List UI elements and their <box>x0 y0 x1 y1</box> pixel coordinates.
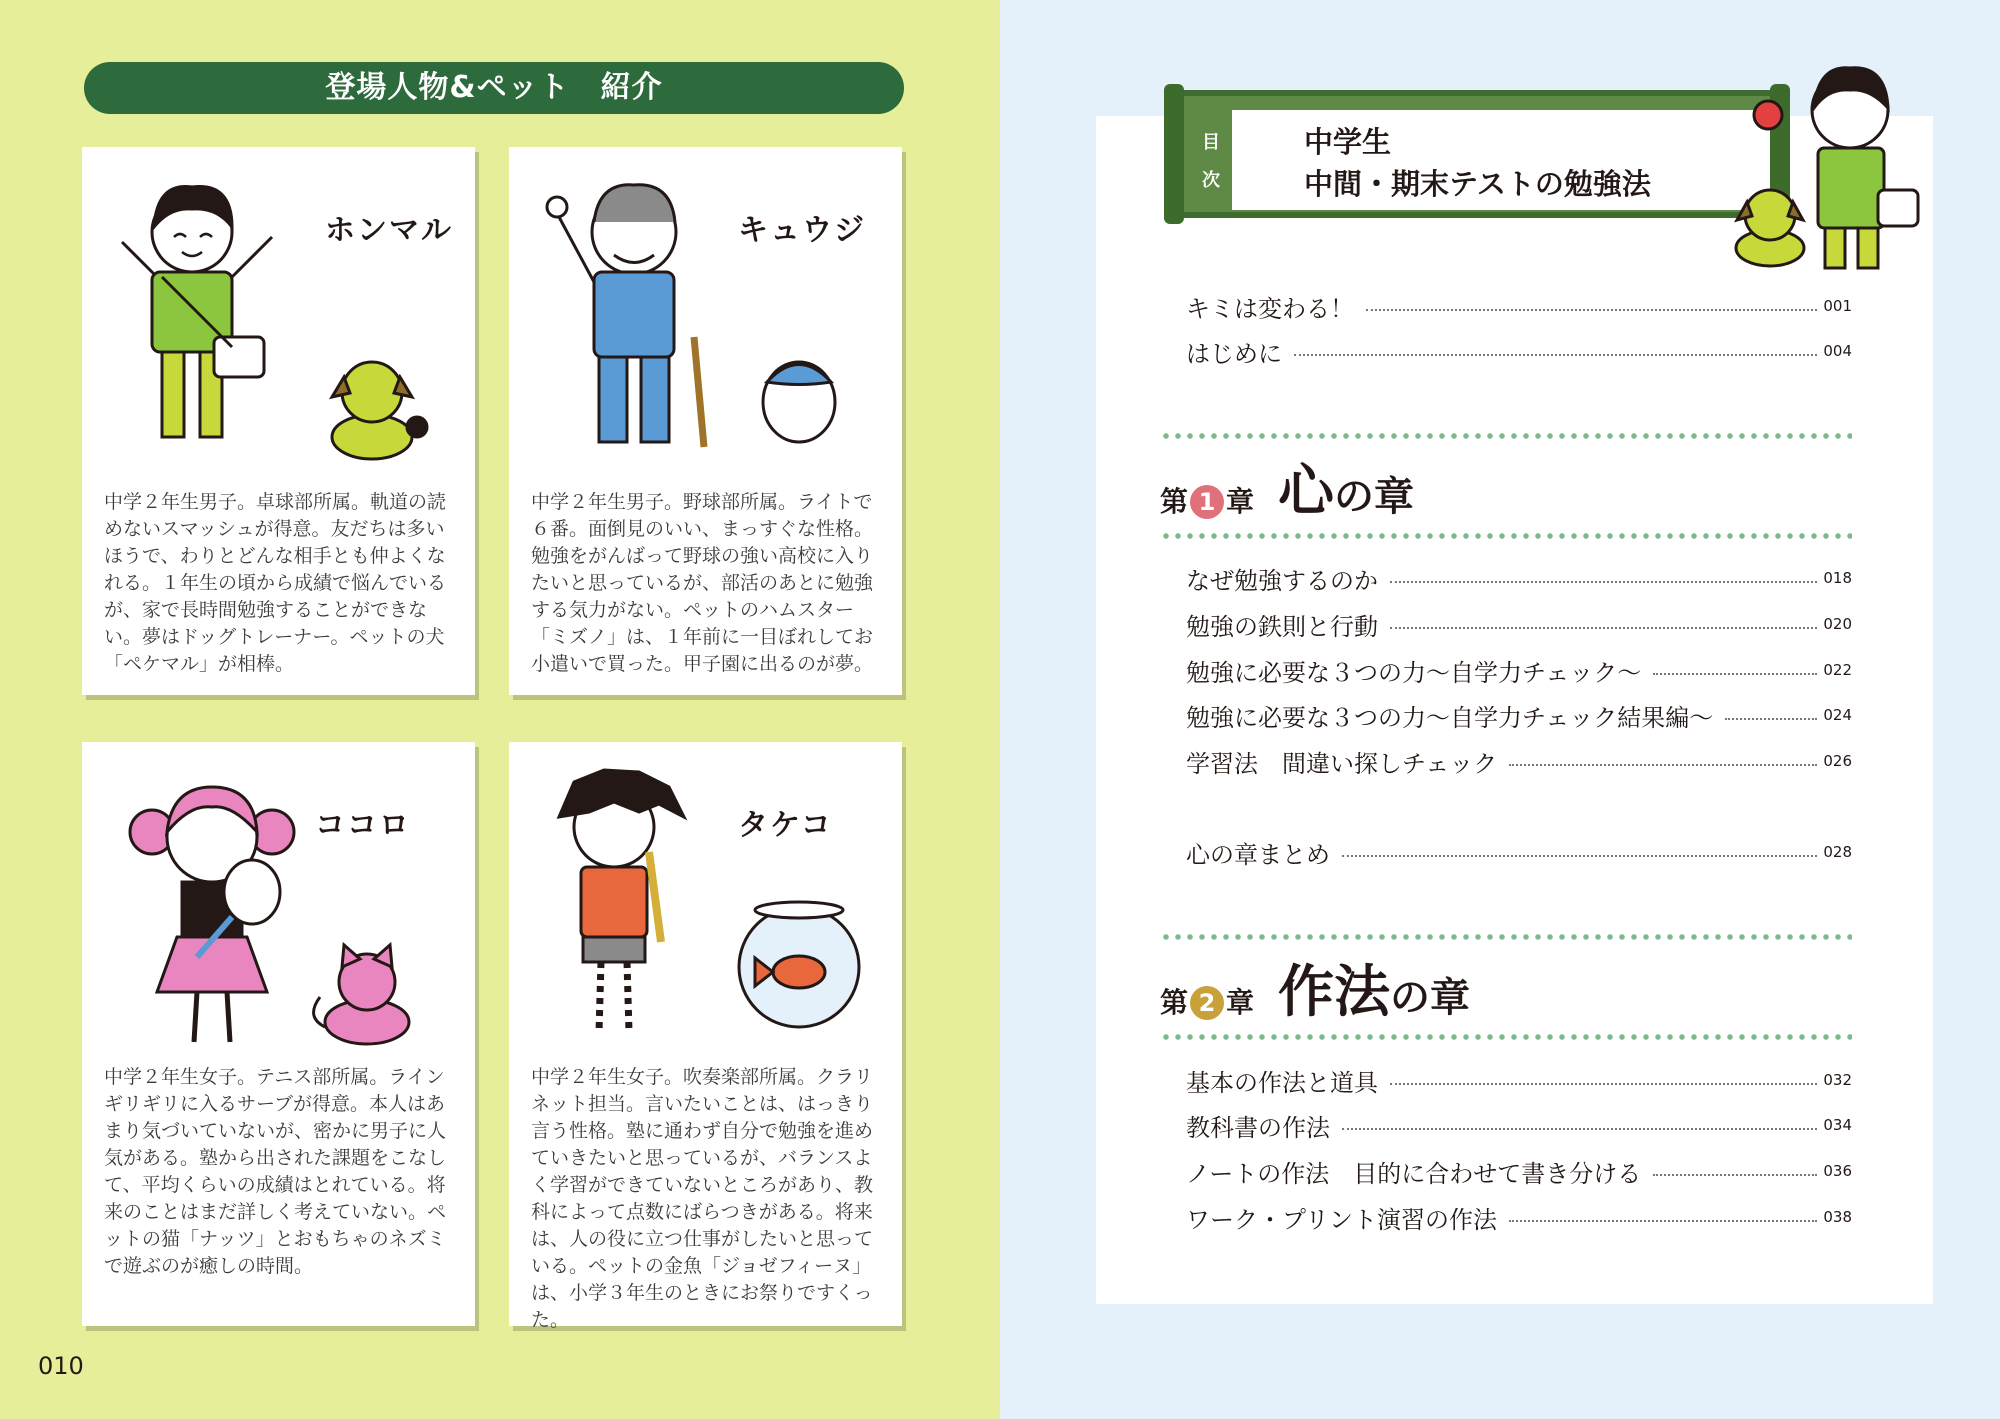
dotted-divider <box>1160 934 1852 940</box>
toc-entry-title: 学習法 間違い探しチェック <box>1186 749 1498 778</box>
toc-entry-page: 038 <box>1823 1208 1852 1226</box>
toc-entry[interactable] <box>1186 698 1852 732</box>
toc-leader-dots <box>1366 309 1817 311</box>
toc-entry[interactable] <box>1186 653 1852 687</box>
toc-entry-title: 基本の作法と道具 <box>1186 1068 1378 1097</box>
page-number: 010 <box>38 1352 84 1380</box>
chapter-dai: 第 <box>1160 986 1189 1019</box>
toc-entry[interactable] <box>1186 1200 1852 1234</box>
toc-entry-title: ワーク・プリント演習の作法 <box>1186 1205 1498 1234</box>
character-name: キュウジ <box>738 213 866 248</box>
honmaru-and-dog-illustration <box>1710 40 1930 270</box>
toc-label-char: 目 <box>1202 132 1220 153</box>
character-name: ホンマル <box>325 213 453 248</box>
baseball-boy-figure <box>547 185 704 447</box>
toc-title-line2: 中間・期末テストの勉強法 <box>1304 167 1651 201</box>
toc-leader-dots <box>1342 855 1817 857</box>
chapter-number-badge: 1 <box>1190 485 1224 519</box>
toc-leader-dots <box>1509 764 1817 766</box>
toc-leader-dots <box>1653 673 1817 675</box>
toc-entry[interactable] <box>1186 334 1852 368</box>
toc-leader-dots <box>1653 1174 1817 1176</box>
character-card-kyuji <box>509 147 902 695</box>
character-description: 中学２年生女子。吹奏楽部所属。クラリネット担当。言いたいことは、はっきり言う性格。塾に通わず自分で勉強を進めていきたいと思っているが、バランスよく学習ができていないところがあり、教科によって点数にばらつきがある。将来は、人の役に立つ仕事がしたいと思っている。ペットの金魚「ジョゼフィーヌ」は、小学３年生のときにお祭りですくった。 <box>531 1066 874 1331</box>
toc-entry-page: 018 <box>1823 569 1852 587</box>
toc-entry[interactable] <box>1186 1154 1852 1188</box>
chapter-title: 作法 <box>1278 959 1391 1025</box>
character-card-takeko <box>509 742 902 1331</box>
toc-title-line1: 中学生 <box>1304 125 1392 159</box>
character-description: 中学２年生男子。野球部所属。ライトで６番。面倒見のいい、まっすぐな性格。勉強をがんばって野球の強い高校に入りたいと思っているが、部活のあとに勉強する気力がない。ペットのハムスター「ミズノ」は、１年前に一目ぼれしてお小遣いで買った。甲子園に出るのが夢。 <box>531 491 874 675</box>
honmaru-illustration <box>82 147 475 467</box>
scroll-inner <box>1232 110 1780 210</box>
toc-leader-dots <box>1294 354 1817 356</box>
dotted-divider <box>1160 433 1852 439</box>
boy-figure <box>122 187 272 438</box>
chapter-sho: 章 <box>1226 986 1255 1019</box>
character-description: 中学２年生男子。卓球部所属。軌道の読めないスマッシュが得意。友だちは多いほうで、わりとどんな相手とも仲よくなれる。１年生の頃から成績で悩んでいるが、家で長時間勉強することができない。夢はドッグトレーナー。ペットの犬「ペケマル」が相棒。 <box>104 491 447 675</box>
girl-clarinet-figure <box>559 770 684 1032</box>
toc-entry-page: 034 <box>1823 1116 1852 1134</box>
section-banner: 登場人物&ペット 紹介 <box>84 62 904 114</box>
chapter-title-suffix: の章 <box>1390 974 1471 1021</box>
toc-entry-title: 勉強の鉄則と行動 <box>1186 612 1378 641</box>
toc-entry[interactable] <box>1186 835 1852 869</box>
toc-leader-dots <box>1390 581 1817 583</box>
chapter-title-suffix: の章 <box>1334 473 1415 520</box>
toc-entry[interactable] <box>1186 744 1852 778</box>
scroll-body <box>1174 90 1780 218</box>
toc-entry-title: キミは変わる！ <box>1186 294 1354 323</box>
toc-leader-dots <box>1390 627 1817 629</box>
toc-leader-dots <box>1725 718 1817 720</box>
chapter-sho: 章 <box>1226 485 1255 518</box>
chapter-title: 心 <box>1278 458 1335 524</box>
toc-entry-title: 勉強に必要な３つの力〜自学力チェック結果編〜 <box>1186 703 1714 732</box>
character-description: 中学２年生女子。テニス部所属。ラインギリギリに入るサーブが得意。本人はあまり気づいていないが、密かに男子に人気がある。塾から出された課題をこなして、平均くらいの成績はとれている。将来のことはまだ詳しく考えていない。ペットの猫「ナッツ」とおもちゃのネズミで遊ぶのが癒しの時間。 <box>104 1066 447 1277</box>
toc-entry-page: 026 <box>1823 752 1852 770</box>
toc-entry-page: 001 <box>1823 297 1852 315</box>
dotted-divider <box>1160 533 1852 539</box>
chapter-dai: 第 <box>1160 485 1189 518</box>
toc-entry-title: ノートの作法 目的に合わせて書き分ける <box>1186 1159 1642 1188</box>
toc-label <box>1196 124 1226 200</box>
toc-entry-title: 心の章まとめ <box>1186 840 1330 869</box>
toc-leader-dots <box>1390 1083 1817 1085</box>
chapter-1-heading[interactable] <box>1160 452 1424 522</box>
character-card-kokoro <box>82 742 475 1326</box>
dog-pekemaru <box>332 362 427 459</box>
character-name: ココロ <box>315 808 411 843</box>
toc-entry-title: なぜ勉強するのか <box>1186 566 1378 595</box>
scroll-rod-left <box>1164 84 1184 224</box>
toc-entry-page: 036 <box>1823 1162 1852 1180</box>
girl-figure <box>130 787 294 1042</box>
toc-entry-page: 022 <box>1823 661 1852 679</box>
cat-nuts <box>314 945 409 1044</box>
toc-label-char: 次 <box>1202 170 1220 191</box>
toc-entry-page: 020 <box>1823 615 1852 633</box>
dotted-divider <box>1160 1034 1852 1040</box>
goldfish-bowl <box>739 902 859 1027</box>
toc-entry-title: はじめに <box>1186 339 1282 368</box>
toc-title-scroll <box>1160 84 1790 224</box>
character-card-honmaru <box>82 147 475 695</box>
character-name: タケコ <box>738 808 833 843</box>
toc-entry-page: 032 <box>1823 1071 1852 1089</box>
toc-entry[interactable] <box>1186 607 1852 641</box>
toc-leader-dots <box>1509 1220 1817 1222</box>
toc-entry-page: 024 <box>1823 706 1852 724</box>
toc-entry-title: 勉強に必要な３つの力〜自学力チェック〜 <box>1186 658 1642 687</box>
kyuji-illustration <box>509 147 902 467</box>
toc-entry-page: 004 <box>1823 342 1852 360</box>
chapter-2-heading[interactable] <box>1160 953 1480 1023</box>
chapter-number-badge: 2 <box>1190 986 1224 1020</box>
toc-entry-title: 教科書の作法 <box>1186 1113 1330 1142</box>
toc-entry[interactable] <box>1186 289 1852 323</box>
kokoro-illustration <box>82 742 475 1062</box>
toc-leader-dots <box>1342 1128 1817 1130</box>
toc-entry-page: 028 <box>1823 843 1852 861</box>
toc-entry[interactable] <box>1186 1108 1852 1142</box>
hamster-mizuno <box>763 362 835 442</box>
takeko-illustration <box>509 742 902 1062</box>
toc-entry[interactable] <box>1186 1063 1852 1097</box>
toc-entry[interactable] <box>1186 561 1852 595</box>
